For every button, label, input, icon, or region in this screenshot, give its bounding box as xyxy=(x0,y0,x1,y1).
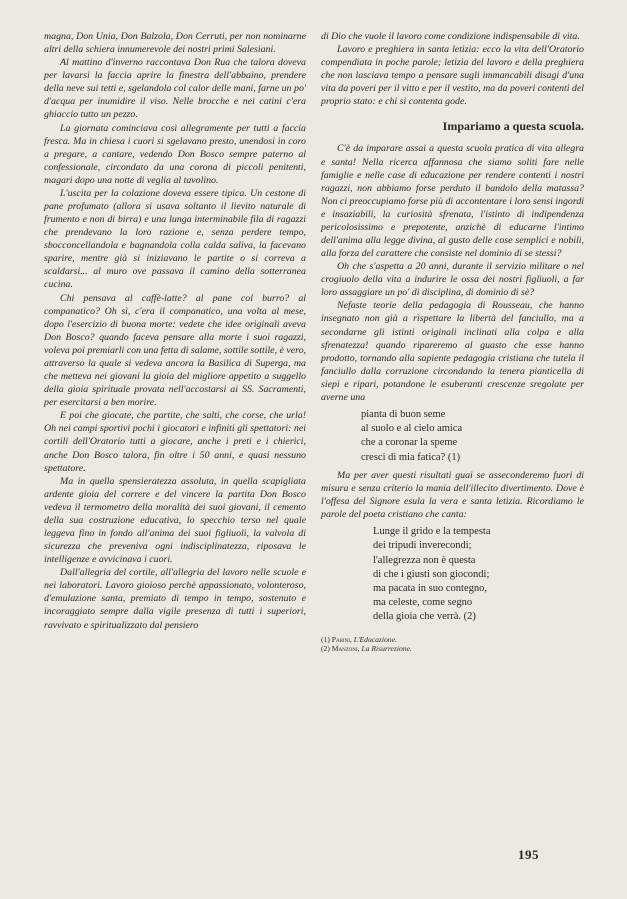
left-column xyxy=(44,30,306,632)
footnote xyxy=(321,635,584,644)
poem-line: pianta di buon seme xyxy=(361,409,446,421)
footnote-mark: (2) xyxy=(321,643,330,653)
poem-quote-manzoni xyxy=(321,525,584,624)
poem-line: ma celeste, come segno xyxy=(373,597,473,609)
poem-line: che a coronar la speme xyxy=(361,437,458,449)
footnote-title: La Risurrezione. xyxy=(361,643,412,653)
paragraph: Ma in quella spensieratezza assoluta, in quella scapigliata ardente gioia del correre e del vincere la partita Don Bosco vedeva il termometro della moralità dei suoi giovani, il cemento della sua costruzione educativa, lo specchio terso nel quale leggeva fino in fondo all'anima dei suoi figliuoli, la valvola di sicurezza che preveniva ogni indisciplinatezza, riposava le intelligenze e avvicinava i cuori. xyxy=(44,475,306,566)
paragraph: Chi pensava al caffè-latte? al pane col burro? al companatico? Oh sì, c'era il companatico, una volta al mese, dopo l'esercizio di buona morte: vedete che idee originali aveva Don Bosco? quando faceva pensare alla morte i suoi ragazzi, voleva poi premiarli con una fetta di salame, sottile sottile, è vero, attraverso la quale si vedeva ancora la Basilica di Superga, ma che metteva nei giovani la gioia del migliore appetito a suggello della gioia spirituale provata nell'accostarsi ai SS. Sacramenti, per esercitarsi a ben morire. xyxy=(44,292,307,409)
poem-line: ma pacata in suo contegno, xyxy=(373,582,488,594)
paragraph: magna, Don Unia, Don Balzola, Don Cerruti, per non nominarne altri della schiera innumerevole dei nostri primi Salesiani. xyxy=(44,31,306,56)
paragraph: C'è da imparare assai a questa scuola pratica di vita allegra e santa! Nella ricerca affannosa che siamo soliti fare nelle famiglie e nelle case di educazione per rendere contenti i nostri ragazzi, non abbiamo forse perduto il bandolo della matassa? Non ci preoccupiamo forse più di accontentare i loro sensi ingordi e insaziabili, la curiosità sfrenata, l'istinto di indipendenza pericolosissimo e prepotente, anzichè di educarne l'intimo dell'anima alla legge divina, al gusto delle cose semplici e nobili, alla forza del carattere che consiste nel dominio di se stessi? xyxy=(321,143,584,260)
poem-line: di che i giusti son giocondi; xyxy=(373,568,490,580)
footnote-author: Parini, xyxy=(331,634,352,644)
section-heading: Impariamo a questa scuola. xyxy=(442,119,584,134)
poem-quote-parini xyxy=(321,408,584,465)
poem-line: al suolo e al cielo amica xyxy=(361,423,463,435)
footnote xyxy=(321,644,584,653)
poem-line: dei tripudi inverecondi; xyxy=(373,540,472,552)
page-number: 195 xyxy=(518,847,539,862)
poem-line: Lunge il grido e la tempesta xyxy=(373,526,491,538)
footnote-title: L'Educazione. xyxy=(353,634,397,644)
paragraph: La giornata cominciava così allegramente per tutti a faccia fresca. Ma in chiesa i cuori si sgelavano presto, unendosi in coro a pregare, a cantare, vedendo Don Bosco sempre paterno al confessionale, circondato da una corona di piccoli penitenti, magari dopo una notte di veglia al tavolino. xyxy=(44,122,306,186)
poem-line: della gioia che verrà. (2) xyxy=(373,611,476,623)
right-column xyxy=(321,30,584,653)
footnotes xyxy=(321,635,584,654)
paragraph: Lavoro e preghiera in santa letizia: ecco la vita dell'Oratorio compendiata in poche parole; letizia del lavoro e della preghiera che non lasciava tempo a pensare sugli immancabili disagi d'una vita da poveri per il vitto e per il vestito, ma da poveri contenti del proprio stato: e chi si contenta gode. xyxy=(321,44,584,108)
paragraph: Dall'allegria del cortile, all'allegria del lavoro nelle scuole e nei laboratori. Lavoro gioioso perchè appassionato, volonteroso, d'emulazione santa, premiato di tempo in tempo, sostenuto e incoraggiato sempre dalla vigile presenza di tutti i superiori, ravvivato e spiritualizzato dal pensiero xyxy=(44,567,306,631)
paragraph: Ma per aver questi risultati guai se asseconderemo fuori di misura e senza criterio la mania dell'illecito divertimento. Dove è l'offesa del Signore esula la vera e santa letizia. Ricordiamo le parole del poeta cristiano che canta: xyxy=(321,469,584,521)
paragraph: Al mattino d'inverno raccontava Don Rua che talora doveva per lavarsi la faccia aprire la finestra dell'abbaino, prendere della neve sui tetti e, sgelandola col calor delle mani, farne un po' d'acqua per inumidire il viso. Nelle brocche e nei catini c'era ghiaccio tutto un pezzo. xyxy=(44,57,306,121)
paragraph: E poi che giocate, che partite, che salti, che corse, che urla! Oh nei campi sportivi pochi i giocatori e infiniti gli spettatori: nei cortili dell'Oratorio tutti a giocare, anche i preti e i chierici, anche Don Bosco talora, fin oltre i 50 anni, e quasi nessuno spettatore. xyxy=(44,410,306,474)
footnote-author: Manzoni, xyxy=(331,643,360,653)
poem-line: cresci di mia fatica? (1) xyxy=(361,451,461,463)
paragraph: di Dio che vuole il lavoro come condizione indispensabile di vita. xyxy=(321,31,580,42)
footnote-mark: (1) xyxy=(321,634,330,644)
paragraph: L'uscita per la colazione doveva essere tipica. Un cestone di pane profumato (allora si usava soltanto il lievito naturale di frumento e non di birra) e una lunga interminabile fila di ragazzi che prendevano la loro razione e, senza perdere tempo, sbocconcellandola e bagnandola colla calda saliva, la facevano sparire, mentre già si iniziavano le partite o si correva a scaldarsi... al muro ove passava il camino della sotterranea cucina. xyxy=(44,187,306,291)
poem-line: l'allegrezza non è questa xyxy=(373,554,476,566)
paragraph: Nefaste teorie della pedagogia di Rousseau, che hanno insegnato non già a rispettare la libertà del fanciullo, ma a secondarne gli istinti originali inclinati alla colpa e alla sfrenatezza! quando ripareremo al guasto che esse hanno prodotto, tornando alla sapiente pedagogia cristiana che tutela il fanciullo dalla corruzione circondando la tenera pianticella di siepi e ripari, potandone le esuberanti crescenze sregolate per averne una xyxy=(321,300,584,403)
paragraph: Oh che s'aspetta a 20 anni, durante il servizio militare o nel crogiuolo della vita a indurire le ossa dei nostri figliuoli, a far loro assaggiare un po' di disciplina, di dominio di sè? xyxy=(321,261,584,299)
